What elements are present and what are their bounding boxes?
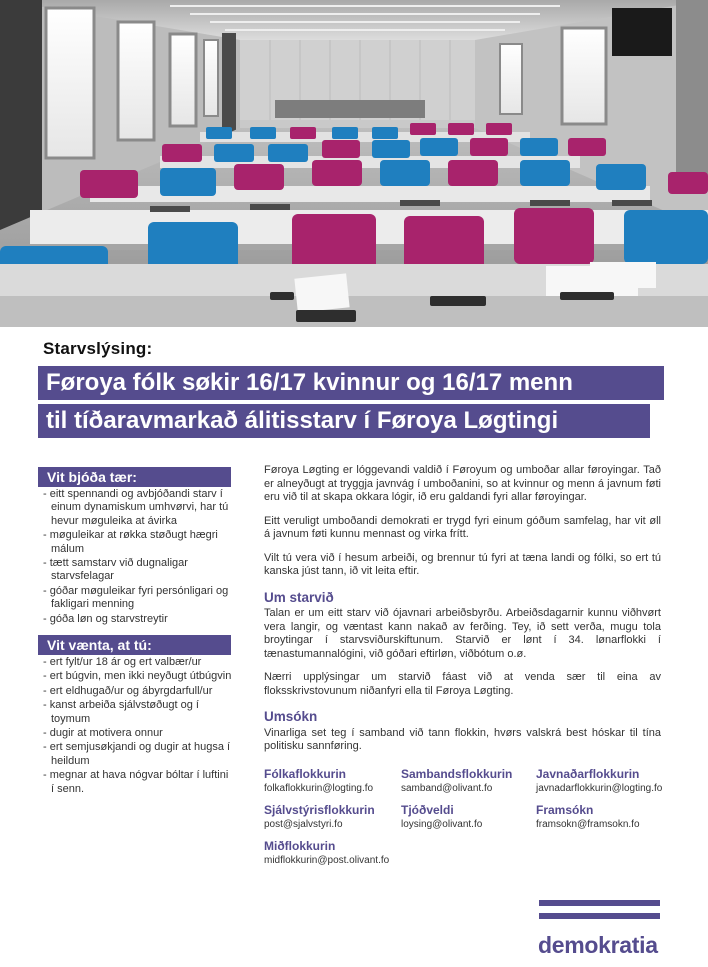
party-contact [264, 803, 401, 831]
party-email-link[interactable]: samband@olivant.fo [401, 782, 493, 794]
party-contact [401, 767, 536, 795]
party-name: Miðflokkurin [264, 838, 336, 853]
intro-paragraph-2: Eitt veruligt umboðandi demokrati er trygd fyri einum góðum samfelag, har vit øll á javnum føti kunnu mennast og virka frítt. [264, 514, 661, 540]
party-email-link[interactable]: folkaflokkurin@logting.fo [264, 782, 374, 794]
party-email-link[interactable]: midflokkurin@post.olivant.fo [264, 854, 390, 866]
list-item: - møguleikar at røkka støðugt hægri málum [43, 529, 233, 556]
eyebrow-label: Starvslýsing: [43, 339, 153, 358]
party-name: Framsókn [536, 802, 594, 817]
list-item: - ert búgvin, men ikki neyðugt útbúgvin [43, 670, 233, 683]
main-text-column [264, 464, 661, 867]
list-item: - dugir at motivera onnur [43, 727, 233, 740]
expect-list [43, 656, 233, 797]
party-name: Fólkaflokkurin [264, 766, 347, 781]
expect-heading: Vit vænta, at tú: [38, 635, 231, 655]
party-email-link[interactable]: loysing@olivant.fo [401, 818, 483, 830]
list-item: - góðar møguleikar fyri persónligari og fakligari menning [43, 585, 233, 612]
list-item: - kanst arbeiða sjálvstøðugt og í toymum [43, 699, 233, 726]
logo-bar-icon [539, 913, 660, 919]
party-email-link[interactable]: post@sjalvstyri.fo [264, 818, 343, 830]
party-contact [264, 839, 401, 867]
party-contacts [264, 767, 661, 867]
headline-line-1: Føroya fólk søkir 16/17 kvinnur og 16/17 menn [38, 366, 664, 400]
hero-image-parliament-chamber [0, 0, 708, 327]
offer-heading: Vit bjóða tær: [38, 467, 231, 487]
job-heading: Um starvið [264, 589, 334, 605]
party-email-link[interactable]: framsokn@framsokn.fo [536, 818, 640, 830]
offer-list [43, 488, 233, 627]
list-item: - góða løn og starvstreytir [43, 613, 233, 626]
list-item: - ert eldhugað/ur og ábyrgdarfull/ur [43, 685, 233, 698]
headline-line-2: til tíðaravmarkað álitisstarv í Føroya Løgtingi [38, 404, 650, 438]
list-item: - eitt spennandi og avbjóðandi starv í einum dynamiskum umhvørvi, har tú hevur møguleika at ávirka [43, 488, 233, 528]
intro-paragraph-3: Vilt tú vera við í hesum arbeiði, og brennur tú fyri at tæna landi og fólki, so ert tú kanska júst tann, ið vit leita eftir. [264, 551, 661, 577]
party-name: Sambandsflokkurin [401, 766, 513, 781]
job-paragraph-1: Talan er um eitt starv við ójavnari arbeiðsbyrðu. Arbeiðsdagarnir kunnu viðhvørt vera langir, og væntast kann nakað av ferðing. Tey, ið sett verða, mugu tola broytingar í starvsviðurskiftunum. Starvið er lønt í 34. lønarflokki í tænastumannalógini, við góðari eftirløn, viðbótum o.ø. [264, 607, 661, 660]
logo-bar-icon [539, 900, 660, 906]
party-email-link[interactable]: javnadarflokkurin@logting.fo [536, 782, 663, 794]
apply-paragraph: Vinarliga set teg í samband við tann flokkin, hvørs valskrá best hóskar til tína politisku sannføring. [264, 726, 661, 752]
list-item: - ert semjusøkjandi og dugir at hugsa í heildum [43, 741, 233, 768]
party-contact [264, 767, 401, 795]
party-name: Javnaðarflokkurin [536, 766, 640, 781]
party-name: Sjálvstýrisflokkurin [264, 802, 375, 817]
intro-paragraph-1: Føroya Løgting er lóggevandi valdið í Føroyum og umboðar allar føroyingar. Tað er alneyðugt at tryggja javnvág í umboðanini, so at kvinnur og menn á javnum føti eru við til at skapa okkara lógir, ið eru galdandi fyri allar føroyingar. [264, 464, 661, 503]
party-contact [536, 803, 661, 831]
list-item: - megnar at hava nógvar bóltar í luftini í senn. [43, 769, 233, 796]
list-item: - tætt samstarv við dugnaligar starvsfelagar [43, 557, 233, 584]
apply-heading: Umsókn [264, 709, 318, 724]
list-item: - ert fylt/ur 18 ár og ert valbær/ur [43, 656, 233, 669]
party-contact [536, 767, 661, 795]
job-paragraph-2: Nærri upplýsingar um starvið fáast við at venda sær til eina av floksskrivstovunum niðanfyri ella til Føroya Løgting. [264, 671, 661, 697]
logo-wordmark: demokratia [538, 932, 658, 958]
party-contact [401, 803, 536, 831]
party-name: Tjóðveldi [401, 802, 454, 817]
